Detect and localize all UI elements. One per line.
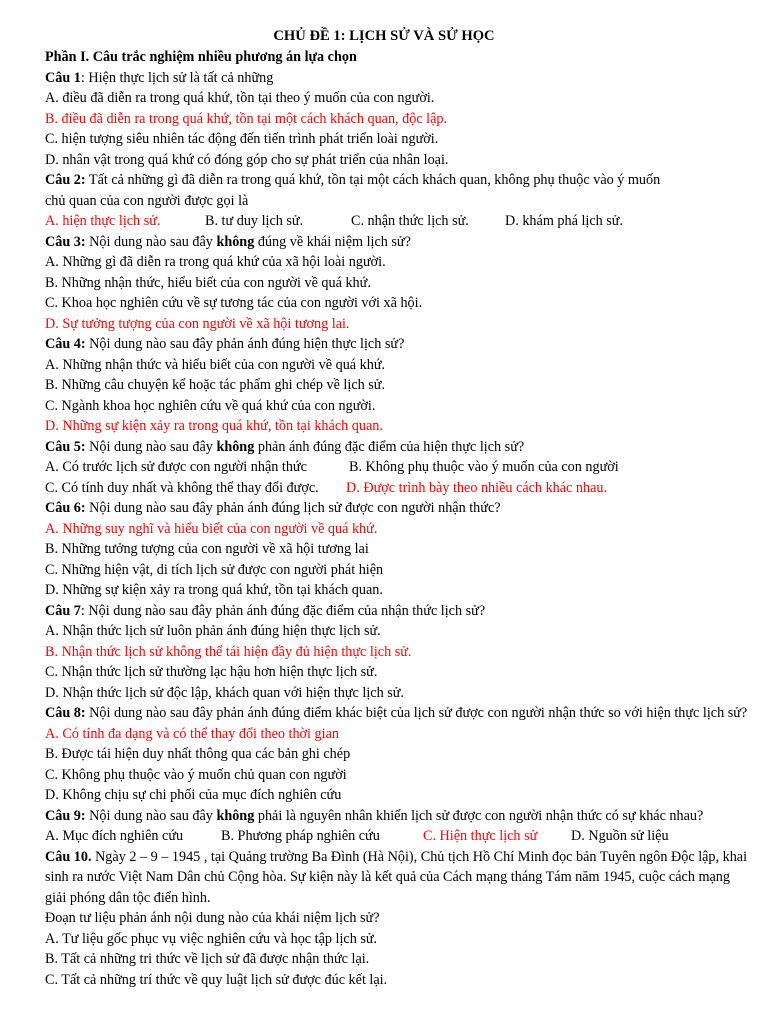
document-title: CHỦ ĐỀ 1: LỊCH SỬ VÀ SỬ HỌC <box>273 28 495 44</box>
question-label: Câu 10. <box>45 848 92 865</box>
option-c: C. nhận thức lịch sử. <box>351 213 469 229</box>
option-d: D. Không chịu sự chi phối của mục đích nghiên cứu <box>45 787 342 803</box>
question-text: Ngày 2 – 9 – 1945 , tại Quảng trường Ba Đình (Hà Nội), Chủ tịch Hồ Chí Minh đọc bản Tuyên ngôn Độc lập, khai sinh ra nước Việt Nam Dân chủ Cộng hòa. Sự kiện này là kết quả của Cách mạng tháng Tám năm 1945, cuộc cách mạng giải phóng dân tộc điển hình. <box>45 848 748 906</box>
question-label: Câu 2: <box>45 172 86 188</box>
question-label: Câu 9: <box>45 807 86 824</box>
question-7 <box>45 601 750 622</box>
option-d: D. khám phá lịch sử. <box>505 213 624 229</box>
option-b-correct: B. điều đã diễn ra trong quá khứ, tồn tại một cách khách quan, độc lập. <box>45 110 448 127</box>
option-d: D. Những sự kiện xảy ra trong quá khứ, tồn tại khách quan. <box>45 582 383 598</box>
option-b-correct: B. Nhận thức lịch sử không thể tái hiện đầy đủ hiện thực lịch sử. <box>45 643 412 660</box>
option-a: A. Mục đích nghiên cứu <box>45 828 184 844</box>
question-label: Câu 4: <box>45 336 86 352</box>
option-b: B. Được tái hiện duy nhất thông qua các bản ghi chép <box>45 746 351 762</box>
option-b: B. Tất cả những tri thức về lịch sử đã được nhận thức lại. <box>45 951 370 967</box>
question-1 <box>45 68 750 89</box>
question-2 <box>45 170 750 191</box>
options-row <box>45 457 750 478</box>
option-c: C. Khoa học nghiên cứu về sự tương tác của con người với xã hội. <box>45 295 423 311</box>
option-a: A. Nhận thức lịch sử luôn phản ánh đúng hiện thực lịch sử. <box>45 623 381 639</box>
question-2-continued: chủ quan của con người được gọi là <box>45 192 249 209</box>
question-8 <box>45 703 750 724</box>
option-a: A. Những gì đã diễn ra trong quá khứ của xã hội loài người. <box>45 254 386 270</box>
question-label: Câu 1 <box>45 69 81 86</box>
option-b: B. Phương pháp nghiên cứu <box>221 828 380 844</box>
question-9: Câu 9: Nội dung nào sau đây không phải là nguyên nhân khiến lịch sử được con người nhận thức có sự khác nhau? <box>45 807 704 824</box>
option-a: A. Tư liệu gốc phục vụ việc nghiên cứu và học tập lịch sử. <box>45 930 378 947</box>
option-d: D. Nhận thức lịch sử độc lập, khách quan với hiện thực lịch sử. <box>45 684 404 701</box>
question-text: : Nội dung nào sau đây phản ánh đúng đặc điểm của nhận thức lịch sử? <box>80 602 486 619</box>
option-a: A. điều đã diễn ra trong quá khứ, tồn tại theo ý muốn của con người. <box>45 90 435 106</box>
option-d-correct: D. Những sự kiện xảy ra trong quá khứ, tồn tại khách quan. <box>45 418 383 434</box>
question-text: : Hiện thực lịch sử là tất cả những <box>80 69 274 86</box>
question-label: Câu 3: <box>45 233 86 250</box>
option-a: A. Những nhận thức và hiểu biết của con người về quá khứ. <box>45 356 386 373</box>
option-d: D. Nguồn sử liệu <box>571 828 669 844</box>
options-row <box>45 478 750 499</box>
question-label: Câu 8: <box>45 705 86 721</box>
document-body <box>45 47 750 990</box>
section-heading: Phần I. Câu trắc nghiệm nhiều phương án lựa chọn <box>45 49 357 65</box>
option-d-correct: D. Sự tưởng tượng của con người về xã hội tương lai. <box>45 315 350 332</box>
options-row <box>45 826 750 847</box>
question-text: Nội dung nào sau đây phản ánh đúng điểm khác biệt của lịch sử được con người nhận thức so với hiện thực lịch sử? <box>85 705 748 721</box>
option-c: C. Nhận thức lịch sử thường lạc hậu hơn hiện thực lịch sử. <box>45 664 378 680</box>
option-d: D. nhân vật trong quá khứ có đóng góp cho sự phát triển của nhân loại. <box>45 151 449 168</box>
question-label: Câu 6: <box>45 500 86 516</box>
option-c: C. Không phụ thuộc vào ý muốn chủ quan con người <box>45 766 347 783</box>
option-a-correct: A. hiện thực lịch sử. <box>45 213 161 229</box>
options-row <box>45 211 750 232</box>
question-text: Tất cả những gì đã diễn ra trong quá khứ, tồn tại một cách khách quan, không phụ thuộc vào ý muốn <box>85 172 661 188</box>
option-b: B. Những nhận thức, hiểu biết của con người về quá khứ. <box>45 274 371 291</box>
question-6 <box>45 498 750 519</box>
option-a: A. Có trước lịch sử được con người nhận thức <box>45 459 307 475</box>
question-label: Câu 5: <box>45 438 86 455</box>
question-4 <box>45 334 750 355</box>
question-5: Câu 5: Nội dung nào sau đây không phản ánh đúng đặc điểm của hiện thực lịch sử? <box>45 438 525 455</box>
option-b: B. tư duy lịch sử. <box>205 213 304 229</box>
option-a-correct: A. Có tính đa dạng và có thể thay đổi theo thời gian <box>45 725 339 742</box>
question-label: Câu 7 <box>45 602 81 619</box>
question-3: Câu 3: Nội dung nào sau đây không đúng về khái niệm lịch sử? <box>45 233 411 250</box>
option-b: B. Những câu chuyện kể hoặc tác phẩm ghi chép về lịch sử. <box>45 377 386 393</box>
option-c: C. Ngành khoa học nghiên cứu về quá khứ của con người. <box>45 397 376 414</box>
option-b: B. Những tưởng tượng của con người về xã hội tương lai <box>45 541 369 557</box>
question-text: Nội dung nào sau đây phản ánh đúng lịch sử được con người nhận thức? <box>85 500 501 516</box>
option-a-correct: A. Những suy nghĩ và hiểu biết của con người về quá khứ. <box>45 520 378 537</box>
question-text: Nội dung nào sau đây phản ánh đúng hiện thực lịch sử? <box>85 336 405 352</box>
option-c: C. Tất cả những trí thức về quy luật lịch sử được đúc kết lại. <box>45 971 388 988</box>
option-c-correct: C. Hiện thực lịch sử <box>423 828 538 844</box>
option-c: C. Có tính duy nhất và không thể thay đổi được. <box>45 479 319 496</box>
option-c: C. Những hiện vật, di tích lịch sử được con người phát hiện <box>45 561 384 578</box>
option-c: C. hiện tượng siêu nhiên tác động đến tiến trình phát triển loài người. <box>45 131 439 147</box>
option-d-correct: D. Được trình bày theo nhiều cách khác nhau. <box>346 479 608 496</box>
question-10-prompt: Đoạn tư liệu phản ánh nội dung nào của khái niệm lịch sử? <box>45 910 380 926</box>
option-b: B. Không phụ thuộc vào ý muốn của con người <box>349 459 619 475</box>
question-10 <box>45 847 750 909</box>
